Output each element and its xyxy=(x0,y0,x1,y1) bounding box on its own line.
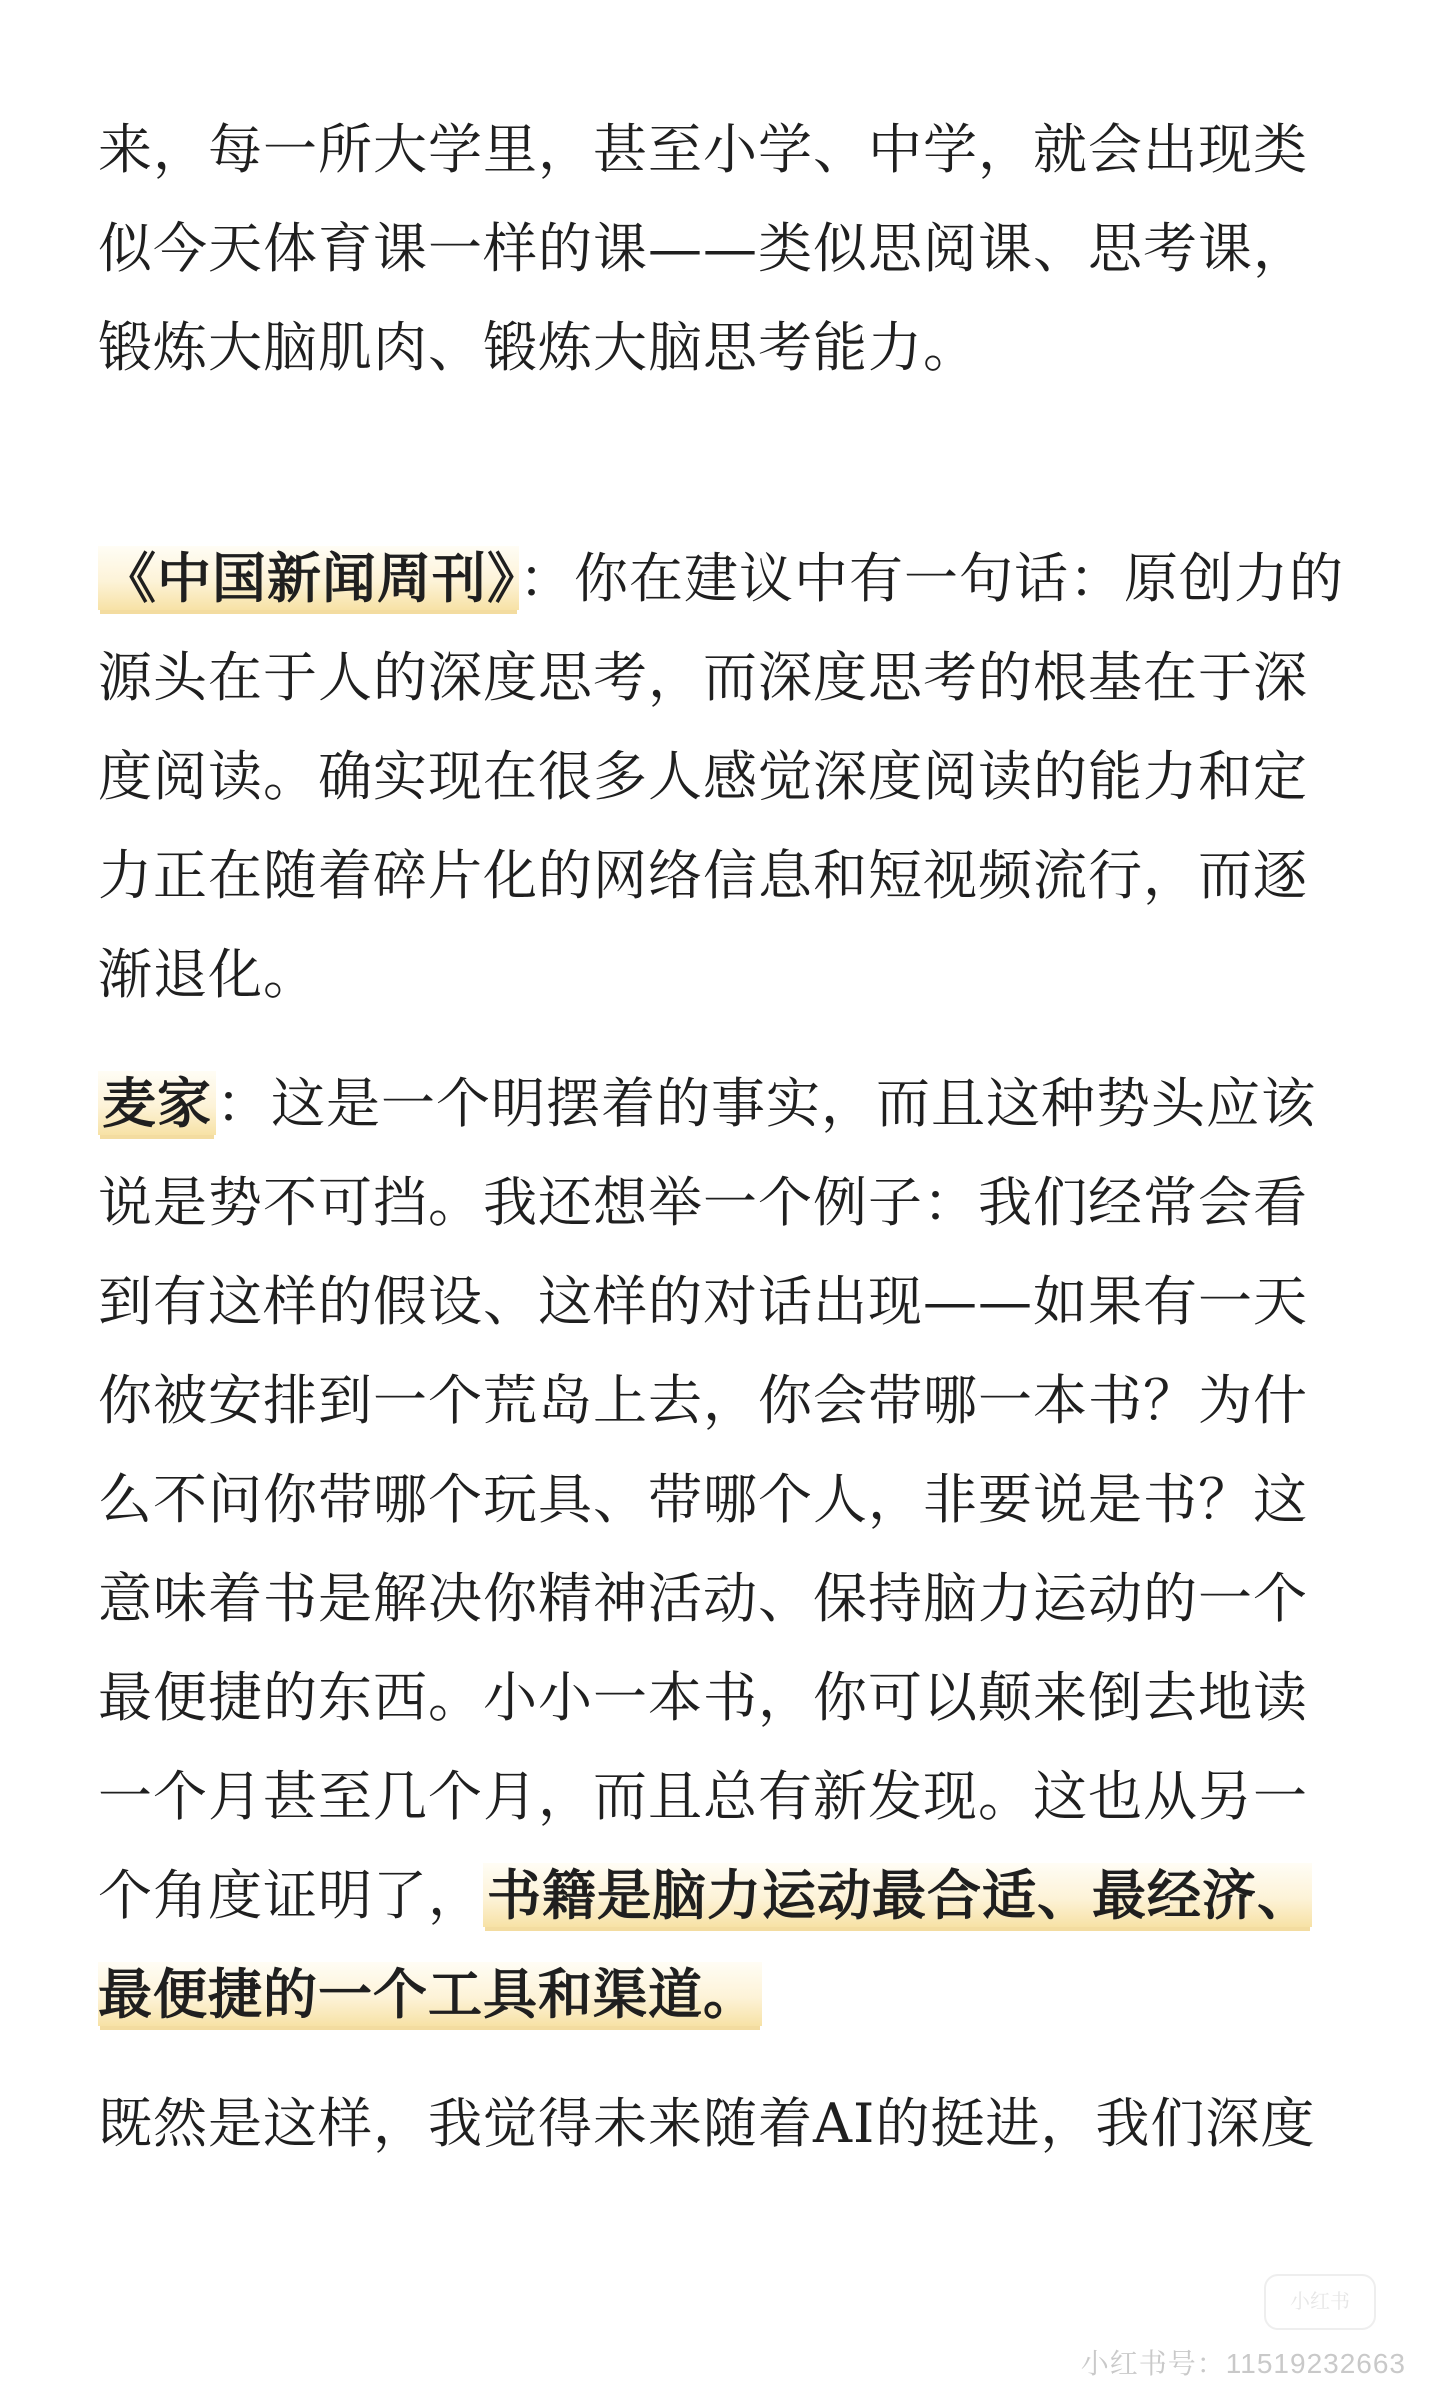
paragraph-2 xyxy=(98,529,1348,1024)
speaker-label-china-newsweek: 《中国新闻周刊》 xyxy=(98,546,519,610)
article-body xyxy=(98,100,1348,2173)
highlighted-quote: 书籍是脑力运动最合适、最经济、最便捷的一个工具和渠道。 xyxy=(98,1863,1312,2026)
paragraph-3 xyxy=(98,1054,1348,2044)
speaker-label-maijia: 麦家 xyxy=(98,1071,216,1135)
paragraph-1-text: 来，每一所大学里，甚至小学、中学，就会出现类似今天体育课一样的课——类似思阅课、思考课，锻炼大脑肌肉、锻炼大脑思考能力。 xyxy=(98,118,1308,379)
watermark-text: 小红书号：11519232663 xyxy=(1080,2348,1406,2379)
paragraph-2-text: ：你在建议中有一句话：原创力的源头在于人的深度思考，而深度思考的根基在于深度阅读。确实现在很多人感觉深度阅读的能力和定力正在随着碎片化的网络信息和短视频流行，而逐渐退化。 xyxy=(98,547,1344,1006)
watermark-logo-icon: 小红书 xyxy=(1264,2274,1376,2330)
paragraph-4-text: 既然是这样，我觉得未来随着AI的挺进，我们深度 xyxy=(98,2092,1316,2155)
paragraph-3-text: ：这是一个明摆着的事实，而且这种势头应该说是势不可挡。我还想举一个例子：我们经常会看到有这样的假设、这样的对话出现——如果有一天你被安排到一个荒岛上去，你会带哪一本书？为什么不问你带哪个玩具、带哪个人，非要说是书？这意味着书是解决你精神活动、保持脑力运动的一个最便捷的东西。小小一本书，你可以颠来倒去地读一个月甚至几个月，而且总有新发现。这也从另一个角度证明了， xyxy=(98,1072,1316,1927)
paragraph-4 xyxy=(98,2074,1348,2173)
paragraph-1 xyxy=(98,100,1348,397)
